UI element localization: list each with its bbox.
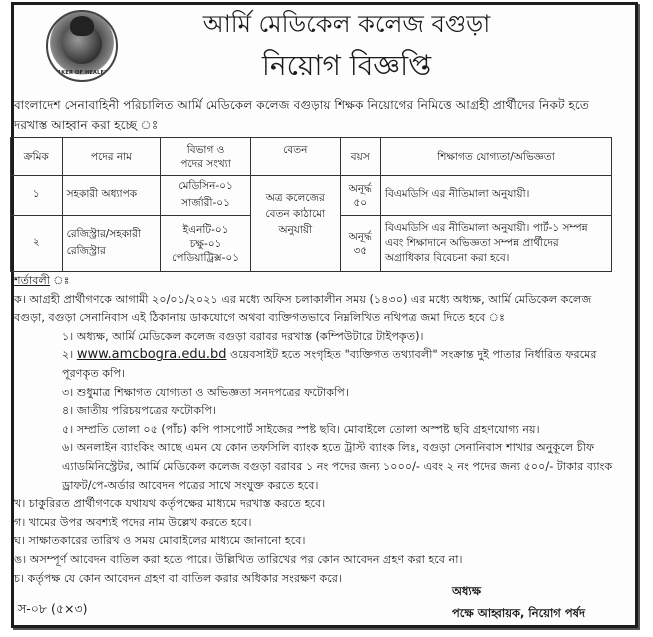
- term-ga: গ। খামের উপর অবশ্যই পদের নাম উল্লেখ করতে হবে।: [14, 515, 252, 529]
- cell-post-name: রেজিস্ট্রার/সহকারী রেজিস্ট্রার: [62, 216, 161, 272]
- salary-line2: বেতন কাঠামো: [265, 207, 326, 220]
- department-item: সার্জারী-০১: [181, 196, 230, 209]
- col-header-department: [161, 138, 251, 176]
- signature-subtitle: পক্ষে আহ্বায়ক, নিয়োগ পর্ষদ: [452, 606, 586, 620]
- emblem-motto: MAKER OF HEALERS: [52, 70, 112, 76]
- cell-qualification: বিএমডিসি এর নীতিমালা অনুযায়ী। পার্ট-১ সম্পন্ন এবং শিক্ষাদানে অভিজ্ঞতা সম্পন্ন প্রার্থীদের অগ্রাধিকার বিবেচনা করা হবে।: [380, 216, 611, 272]
- cell-age: [340, 216, 380, 272]
- document-item-1: ১। অধ্যক্ষ, আর্মি মেডিকেল কলেজ বগুড়া বরাবর দরখাস্ত (কম্পিউটারে টাইপকৃত)।: [62, 329, 424, 343]
- cell-qualification: বিএমডিসি এর নীতিমালা অনুযায়ী।: [380, 176, 611, 216]
- age-value: ৩৫: [353, 244, 368, 257]
- website-link[interactable]: www.amcbogra.edu.bd: [76, 347, 227, 363]
- terms-section: [14, 272, 620, 588]
- cell-post-name: সহকারী অধ্যাপক: [62, 176, 161, 216]
- document-item-3: ৩। শুধুমাত্র শিক্ষাগত যোগ্যতা ও অভিজ্ঞতা সনদপত্রের ফটোকপি।: [62, 385, 349, 399]
- intro-paragraph: বাংলাদেশ সেনাবাহিনী পরিচালিত আর্মি মেডিকেল কলেজ বগুড়ায় শিক্ষক নিয়োগের নিমিত্তে আগ্রহী প্রার্থীদের নিকট হতে দরখাস্ত আহ্বান করা হচ্ছে ঃ: [14, 98, 589, 132]
- terms-heading-line: [14, 272, 620, 291]
- cell-departments: [161, 216, 251, 272]
- term-gha: ঘ। সাক্ষাতকারের তারিখ ও সময় মোবাইলের মাধ্যমে জানানো হবে।: [14, 534, 306, 548]
- terms-heading: শর্তাবলী: [14, 274, 51, 287]
- notice-title: নিয়োগ বিজ্ঞপ্তি: [261, 49, 432, 82]
- term-ka: ক। আগ্রহী প্রার্থীগণকে আগামী ২০/০১/২০২১ এর মধ্যে অফিস চলাকালীন সময় (১৪৩০) এর মধ্যে অধ্যক্ষ, আর্মি মেডিকেল কলেজ বগুড়া, বগুড়া সেনানিবাস এই ঠিকানায় ডাকযোগে অথবা ব্যক্তিগতভাবে নিম্নলিখিত নথিপত্র জমা দিতে হবে ঃ: [14, 292, 592, 325]
- signature-block: [452, 580, 585, 624]
- posts-table: [10, 137, 612, 272]
- department-item: মেডিসিন-০১: [178, 179, 233, 192]
- department-item: চক্ষু-০১: [189, 237, 222, 250]
- document-item-5: ৫। সম্প্রতি তোলা ০৫ (পাঁচ) কপি পাসপোর্ট সাইজের স্পষ্ট ছবি। মোবাইলে তোলা অস্পষ্ট ছবি গ্রহণযোগ্য নয়।: [62, 422, 540, 436]
- col-header-qualification: শিক্ষাগত যোগ্যতা/অভিজ্ঞতা: [380, 138, 611, 176]
- salary-line1: অত্র কলেজের: [265, 191, 325, 204]
- col-header-department-line2: পদের সংখ্যা: [180, 157, 231, 170]
- ad-code: স-০৮ (৫×৩): [18, 601, 88, 616]
- col-header-serial: ক্রমিক: [11, 138, 63, 176]
- age-value: ৫০: [353, 196, 368, 209]
- document-item-6: ৬। অনলাইন ব্যাংকিং আছে এমন যে কোন তফসিলি ব্যাংক হতে ট্রাস্ট ব্যাংক লিঃ, বগুড়া সেনানিবাস শাখার অনুকূলে চীফ এ্যাডমিনিস্ট্রেটর, আর্মি মেডিকেল কলেজ বগুড়া বরাবর ১ নং পদের জন্য ১০০০/- এবং ২ নং পদের জন্য ৫০০/- টাকার ব্যাংক ড্রাফট/পে-অর্ডার আবেদন পত্রের সাথে সংযুক্ত করতে হবে।: [62, 441, 613, 492]
- cell-departments: [161, 176, 251, 216]
- signature-title: অধ্যক্ষ: [452, 584, 482, 598]
- department-item: পেডিয়াট্রিক্স-০১: [172, 251, 240, 264]
- document-item-4: ৪। জাতীয় পরিচয়পত্রের ফটোকপি।: [62, 404, 217, 418]
- term-kha: খ। চাকুরিরত প্রার্থীগণকে যথাযথ কর্তৃপক্ষের মাধ্যমে দরখাস্ত করতে হবে।: [14, 497, 326, 511]
- age-label: অনূর্দ্ধ: [348, 182, 372, 195]
- col-header-age: বয়স: [340, 138, 380, 176]
- cell-serial: ২: [11, 216, 63, 272]
- document-item-2-suffix: ওয়েবসাইট হতে সংগৃহিত "ব্যক্তিগত তথ্যাবলী" সংক্রান্ত দুই পাতার নির্ধারিত ফরমের পূরণকৃত কপি।: [62, 348, 597, 380]
- table-header-row: [11, 138, 612, 176]
- institution-name: আর্মি মেডিকেল কলেজ বগুড়া: [202, 10, 491, 38]
- cell-serial: ১: [11, 176, 63, 216]
- table-row: [11, 176, 612, 216]
- col-header-salary: বেতন: [250, 138, 340, 176]
- col-header-department-line1: বিভাগ ও: [186, 143, 225, 156]
- age-label: অনূর্দ্ধ: [348, 230, 372, 243]
- col-header-post-name: পদের নাম: [62, 138, 161, 176]
- cell-age: [340, 176, 380, 216]
- cell-salary: [250, 176, 340, 272]
- terms-heading-suffix: ঃ: [50, 274, 70, 287]
- salary-line3: অনুযায়ী: [278, 223, 313, 236]
- term-cha: চ। কর্তৃপক্ষ যে কোন আবেদন গ্রহণ বা বাতিল করার অধিকার সংরক্ষণ করে।: [14, 571, 342, 585]
- term-uma: ঙ। অসম্পূর্ণ আবেদন বাতিল করা হতে পারে। উল্লিখিত তারিখের পর কোন আবেদন গ্রহণ করা হবে না।: [14, 552, 463, 566]
- department-item: ইএনটি-০১: [182, 223, 229, 236]
- document-item-2-prefix: ২।: [62, 348, 77, 362]
- document-item-2: [14, 346, 620, 383]
